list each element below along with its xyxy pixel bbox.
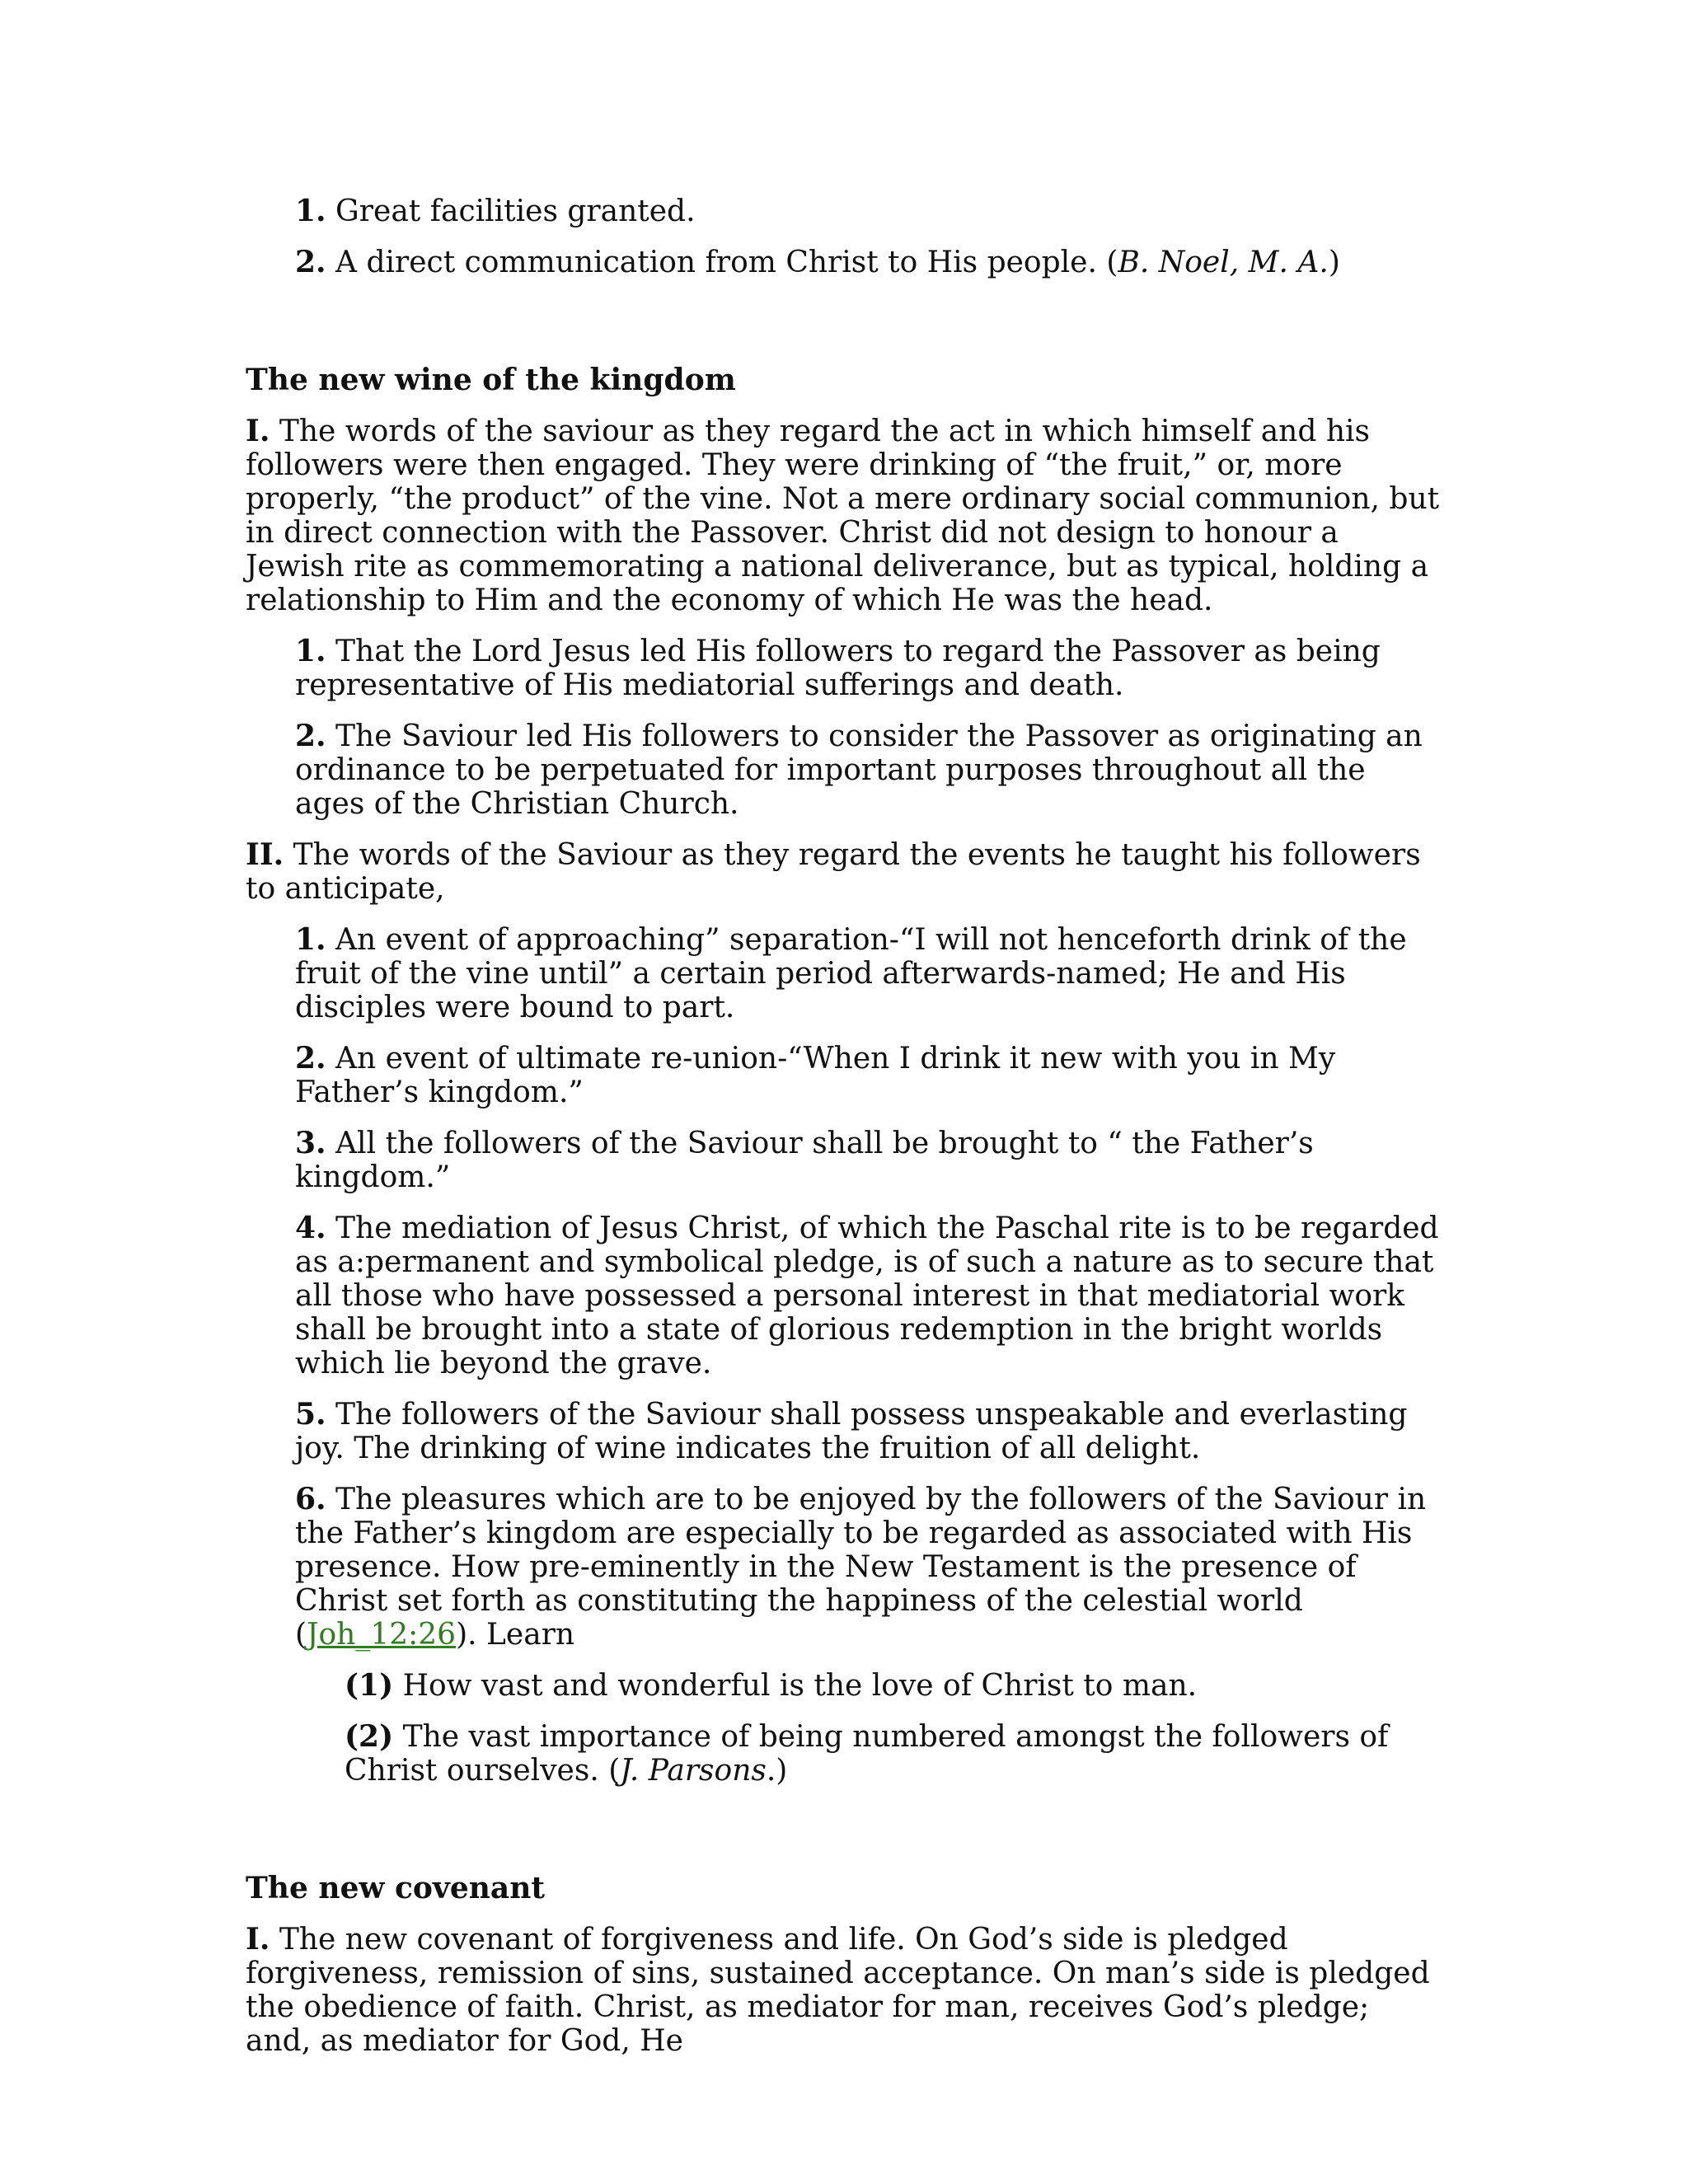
outline-point: [246, 415, 1441, 617]
item-number: 4.: [295, 1211, 326, 1245]
section-heading: The new covenant: [246, 1871, 546, 1905]
section-heading: The new wine of the kingdom: [246, 363, 736, 397]
item-text: The Saviour led His followers to consider the Passover as originating an ordinance to be perpetuated for important purposes throughout all the ages of the Christian Church.: [295, 719, 1423, 821]
list-item: [345, 1720, 1441, 1788]
point-number: II.: [246, 837, 284, 872]
item-number: 1.: [295, 922, 326, 957]
item-text-after: ): [1328, 246, 1340, 279]
item-number: 3.: [295, 1126, 326, 1160]
item-text: The vast importance of being numbered amongst the followers of Christ ourselves. (: [345, 1720, 1389, 1788]
item-number: (2): [345, 1719, 394, 1754]
item-text: An event of ultimate re-union-“When I drink it new with you in My Father’s kingdom.”: [295, 1042, 1336, 1109]
item-text: The followers of the Saviour shall possess unspeakable and everlasting joy. The drinking of wine indicates the fruition of all delight.: [295, 1398, 1408, 1465]
item-text: An event of approaching” separation-“I will not henceforth drink of the fruit of the vine until” a certain period afterwards-named; He and His disciples were bound to part.: [295, 923, 1407, 1024]
citation: J. Parsons: [620, 1754, 767, 1788]
item-number: 2.: [295, 719, 326, 753]
list-item: [295, 635, 1441, 702]
list-item: [295, 1042, 1441, 1109]
item-text: All the followers of the Saviour shall be brought to “ the Father’s kingdom.”: [295, 1127, 1314, 1194]
scripture-reference-link[interactable]: Joh_12:26: [307, 1618, 457, 1652]
point-number: I.: [246, 414, 270, 448]
list-item: [295, 1212, 1441, 1380]
list-item: [295, 923, 1441, 1024]
item-number: 1.: [295, 634, 326, 668]
point-text: The new covenant of forgiveness and life. On God’s side is pledged forgiveness, remission of sins, sustained acceptance. On man’s side is pledged the obedience of faith. Christ, as mediator for man, receives God’s pledge; and, as mediator for God, He: [246, 1923, 1430, 2058]
item-text: The mediation of Jesus Christ, of which the Paschal rite is to be regarded as a:permanent and symbolical pledge, is of such a nature as to secure that all those who have possessed a personal interest in that mediatorial work shall be brought into a state of glorious redemption in the bright worlds which lie beyond the grave.: [295, 1212, 1439, 1380]
citation: B. Noel, M. A.: [1118, 246, 1329, 279]
item-number: 5.: [295, 1397, 326, 1432]
list-item: [295, 246, 1441, 279]
list-item: [295, 1398, 1441, 1465]
list-item: [295, 194, 1441, 228]
item-text: Great facilities granted.: [335, 194, 696, 228]
item-text: The pleasures which are to be enjoyed by the followers of the Saviour in the Father’s kingdom are especially to be regarded as associated with His presence. How pre-eminently in the New Testament is the presence of Christ set forth as constituting the happiness of the celestial world (: [295, 1483, 1427, 1652]
list-item: [345, 1669, 1441, 1703]
list-item: [295, 1127, 1441, 1194]
item-number: 2.: [295, 245, 326, 279]
point-number: I.: [246, 1922, 270, 1957]
point-text: The words of the Saviour as they regard the events he taught his followers to anticipate,: [246, 838, 1421, 906]
document-page: [246, 194, 1441, 2075]
item-number: (1): [345, 1668, 394, 1703]
item-number: 1.: [295, 194, 326, 228]
item-number: 6.: [295, 1482, 326, 1516]
item-text: That the Lord Jesus led His followers to regard the Passover as being representative of His mediatorial sufferings and death.: [295, 635, 1381, 702]
item-text: A direct communication from Christ to His people. (: [335, 246, 1118, 279]
outline-point: [246, 838, 1441, 906]
item-number: 2.: [295, 1041, 326, 1076]
list-item: [295, 719, 1441, 821]
item-text: How vast and wonderful is the love of Christ to man.: [402, 1669, 1198, 1703]
outline-point: [246, 1923, 1441, 2058]
item-text-after: .): [766, 1754, 788, 1788]
item-text-after: ). Learn: [456, 1618, 575, 1652]
point-text: The words of the saviour as they regard the act in which himself and his followers were then engaged. They were drinking of “the fruit,” or, more properly, “the product” of the vine. Not a mere ordinary social communion, but in direct connection with the Passover. Christ did not design to honour a Jewish rite as commemorating a national deliverance, but as typical, holding a relationship to Him and the economy of which He was the head.: [246, 415, 1440, 617]
list-item: [295, 1483, 1441, 1652]
